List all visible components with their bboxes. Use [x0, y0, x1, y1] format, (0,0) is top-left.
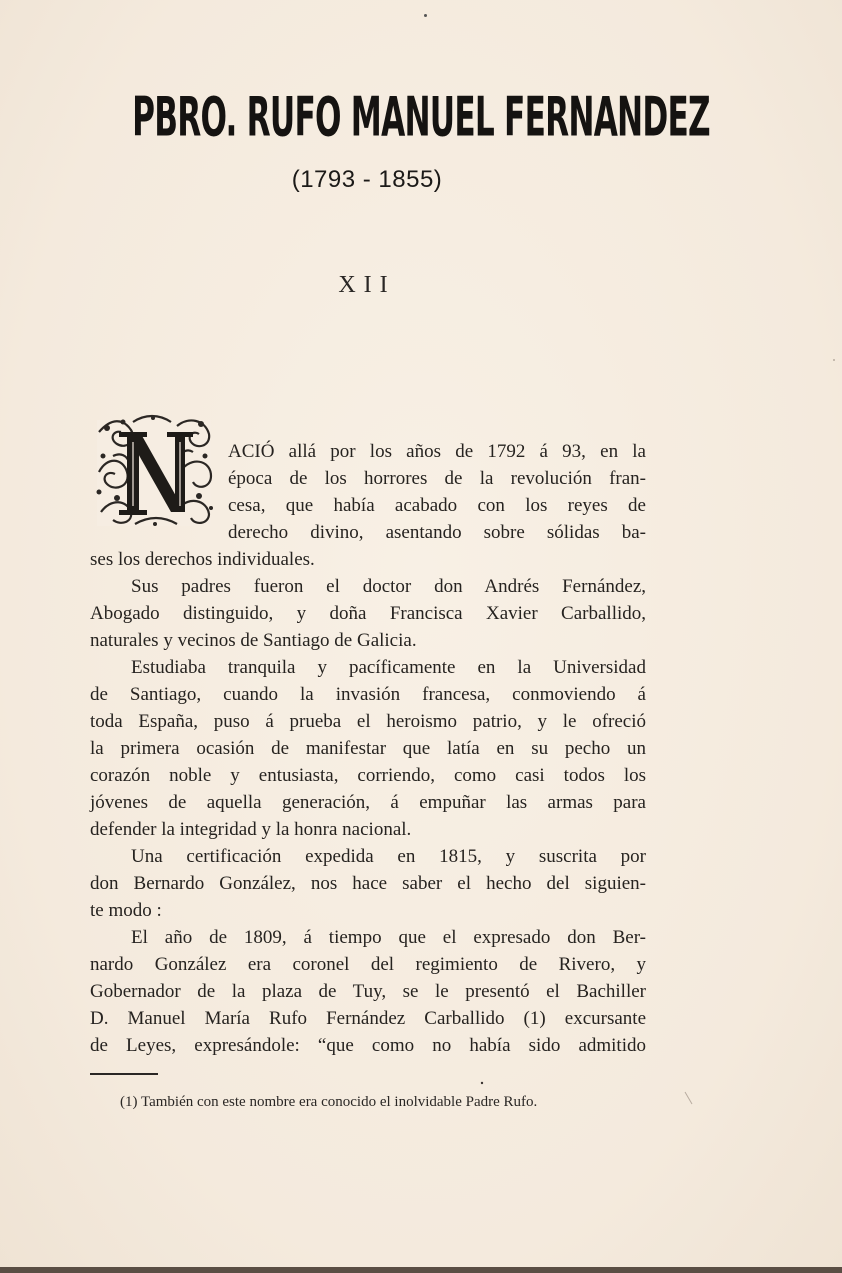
text-line: de Leyes, expresándole: “que como no había sido admitido: [90, 1035, 646, 1056]
text-line: don Bernardo González, nos hace saber el hecho del siguien-: [90, 873, 646, 894]
page-title: PBRO. RUFO MANUEL FERNANDEZ: [132, 86, 710, 150]
footnote: (1) También con este nombre era conocido el inolvidable Padre Rufo.: [120, 1094, 538, 1110]
text-line: de Santiago, cuando la invasión francesa, conmoviendo á: [90, 684, 646, 705]
text-line: derecho divino, asentando sobre sólidas ba-: [228, 522, 646, 543]
text-line: jóvenes de aquella generación, á empuñar las armas para: [90, 792, 646, 813]
text-line: D. Manuel María Rufo Fernández Carballido (1) excursante: [90, 1008, 646, 1029]
text-line: Gobernador de la plaza de Tuy, se le presentó el Bachiller: [90, 981, 646, 1002]
ink-speck: [424, 14, 427, 17]
text-line: cesa, que había acabado con los reyes de: [228, 495, 646, 516]
text-line: la primera ocasión de manifestar que latía en su pecho un: [90, 738, 646, 759]
text-line: defender la integridad y la honra nacional.: [90, 819, 412, 840]
text-line: Estudiaba tranquila y pacíficamente en la Universidad: [131, 657, 646, 678]
text-line: época de los horrores de la revolución fran-: [228, 468, 646, 489]
text-line: toda España, puso á prueba el heroismo patrio, y le ofreció: [90, 711, 646, 732]
text-line: ACIÓ allá por los años de 1792 á 93, en la: [228, 441, 646, 462]
text-line: Una certificación expedida en 1815, y suscrita por: [131, 846, 646, 867]
life-dates: (1793 - 1855): [291, 166, 443, 193]
page-bottom-edge: [0, 1267, 842, 1273]
text-line: ses los derechos individuales.: [90, 549, 315, 570]
chapter-number: XII: [338, 272, 396, 298]
text-line: nardo González era coronel del regimiento de Rivero, y: [90, 954, 646, 975]
text-line: corazón noble y entusiasta, corriendo, como casi todos los: [90, 765, 646, 786]
footnote-divider: [90, 1073, 158, 1075]
text-line: Abogado distinguido, y doña Francisca Xavier Carballido,: [90, 603, 646, 624]
text-line: El año de 1809, á tiempo que el expresado don Ber-: [131, 927, 646, 948]
text-line: te modo :: [90, 900, 162, 921]
text-line: Sus padres fueron el doctor don Andrés Fernández,: [131, 576, 646, 597]
ornamental-drop-cap: [93, 412, 217, 530]
text-line: naturales y vecinos de Santiago de Galicia.: [90, 630, 417, 651]
